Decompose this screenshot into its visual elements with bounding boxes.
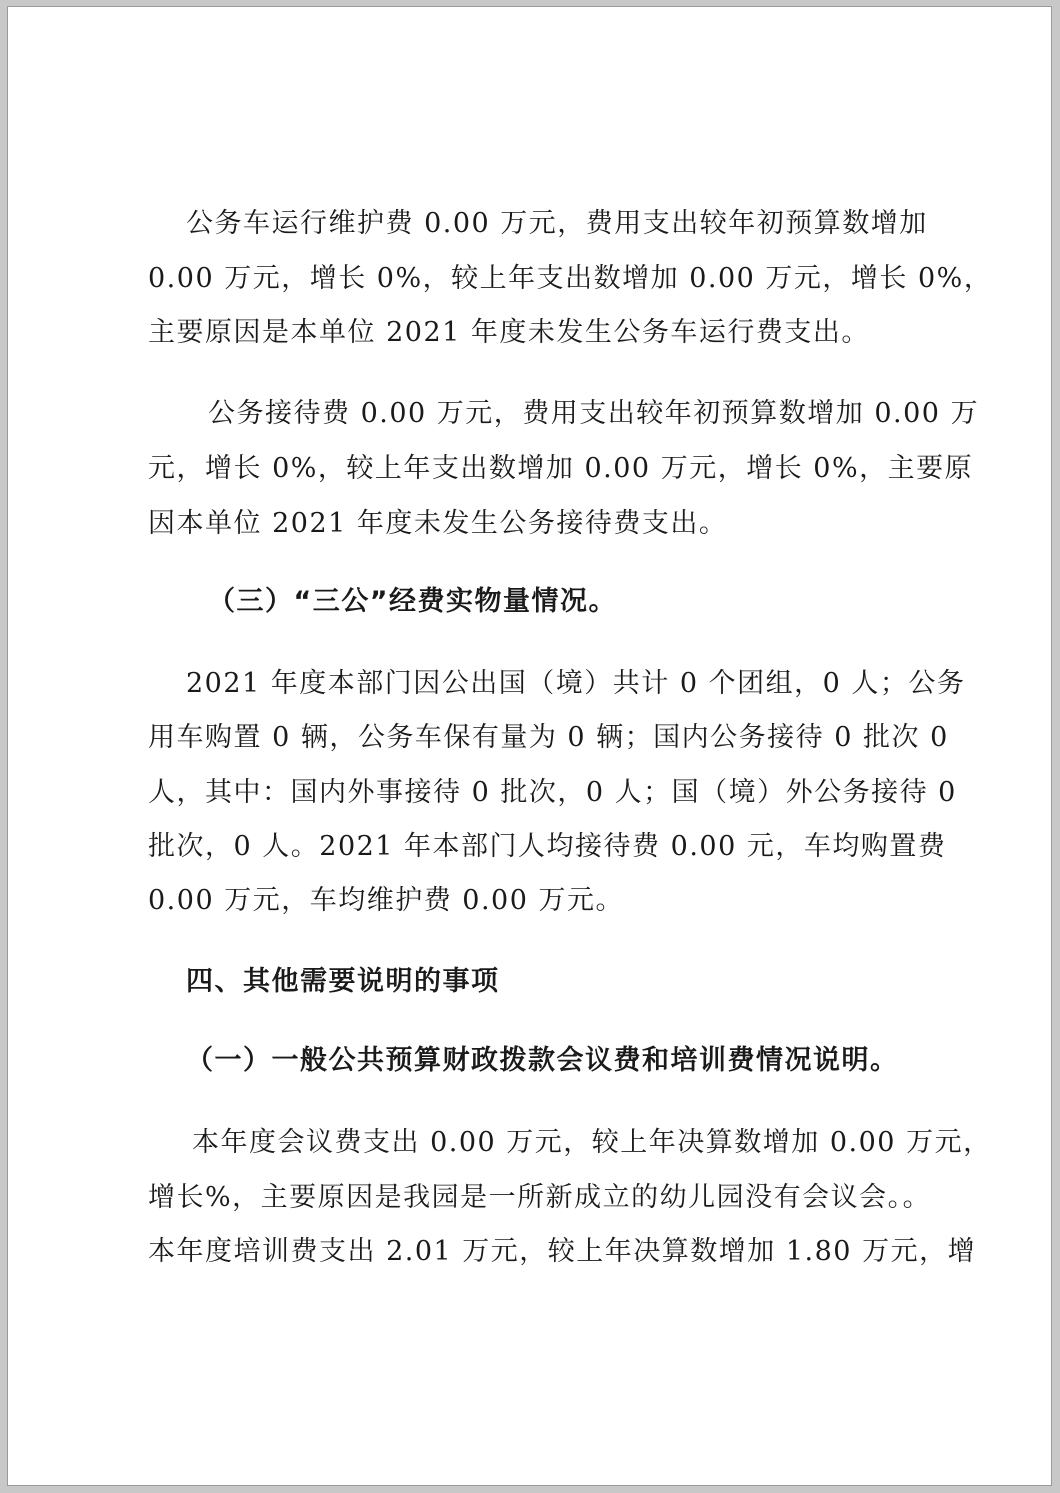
- para3-line2: 用车购置 0 辆，公务车保有量为 0 辆；国内公务接待 0 批次 0: [148, 722, 949, 753]
- document-page: [7, 6, 1052, 1486]
- para2-line2: 元，增长 0%，较上年支出数增加 0.00 万元，增长 0%，主要原: [148, 453, 974, 484]
- para3-line3: 人，其中：国内外事接待 0 批次，0 人；国（境）外公务接待 0: [148, 777, 957, 808]
- subsection-heading-1: （一）一般公共预算财政拨款会议费和培训费情况说明。: [186, 1045, 899, 1076]
- para3-line4: 批次，0 人。2021 年本部门人均接待费 0.00 元，车均购置费: [148, 831, 947, 862]
- para2-line3: 因本单位 2021 年度未发生公务接待费支出。: [148, 508, 728, 539]
- para3-line1: 2021 年度本部门因公出国（境）共计 0 个团组，0 人；公务: [186, 668, 966, 699]
- para4-line1: 本年度会议费支出 0.00 万元，较上年决算数增加 0.00 万元，: [192, 1127, 992, 1158]
- para4-line2: 增长%，主要原因是我园是一所新成立的幼儿园没有会议会。。: [148, 1182, 932, 1213]
- para3-line5: 0.00 万元，车均维护费 0.00 万元。: [148, 885, 624, 916]
- para1-line1: 公务车运行维护费 0.00 万元，费用支出较年初预算数增加: [186, 208, 928, 239]
- para1-line2: 0.00 万元，增长 0%，较上年支出数增加 0.00 万元，增长 0%，: [148, 263, 993, 294]
- para4-line3: 本年度培训费支出 2.01 万元，较上年决算数增加 1.80 万元，增: [148, 1236, 977, 1267]
- para2-line1: 公务接待费 0.00 万元，费用支出较年初预算数增加 0.00 万: [208, 398, 980, 429]
- section-heading-3: （三）“三公”经费实物量情况。: [208, 586, 617, 617]
- chapter-heading-4: 四、其他需要说明的事项: [186, 966, 500, 997]
- para1-line3: 主要原因是本单位 2021 年度未发生公务车运行费支出。: [148, 317, 870, 348]
